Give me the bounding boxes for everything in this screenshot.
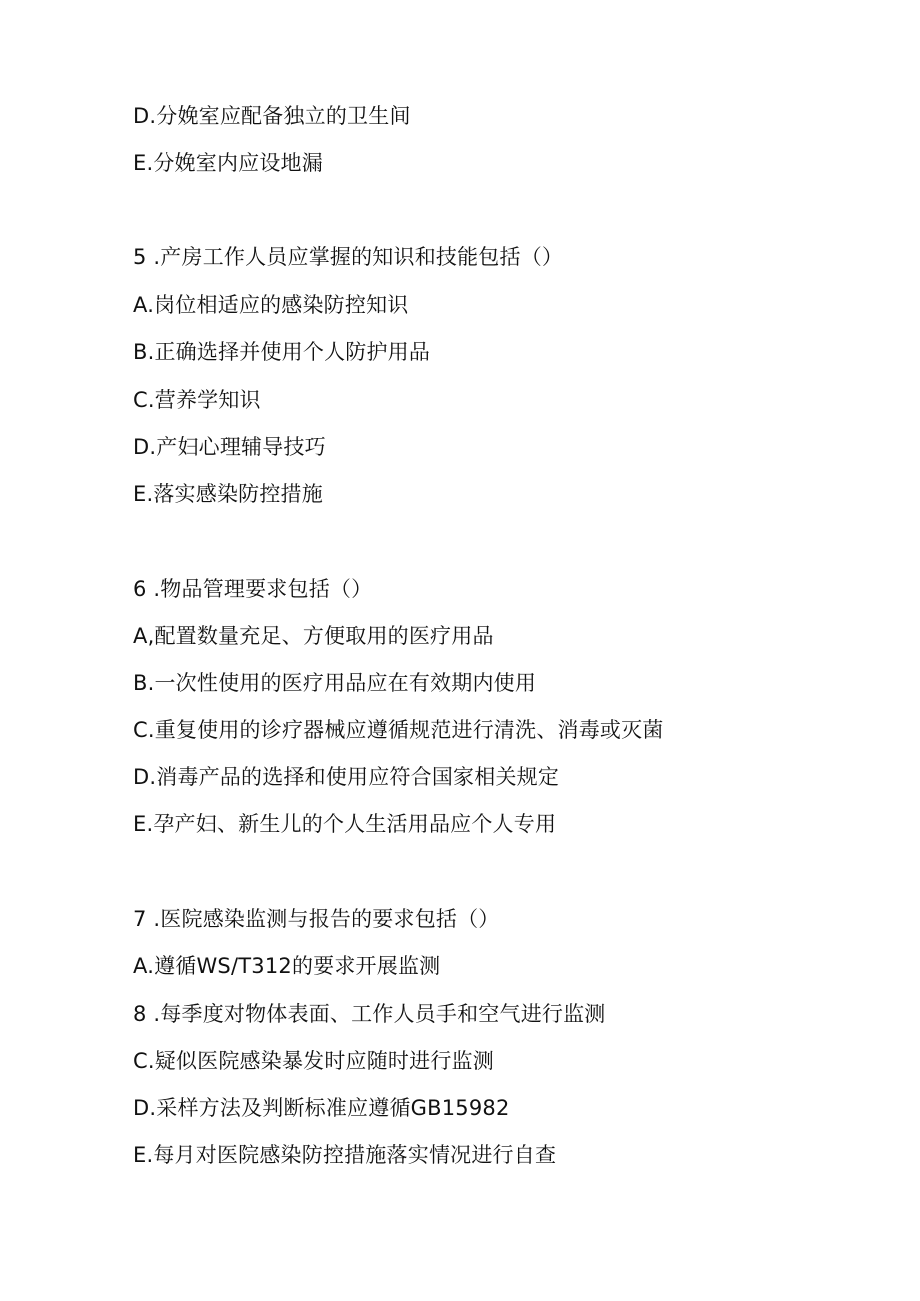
option-d-delivery-room-toilet: D.分娩室应配备独立的卫生间	[133, 104, 411, 128]
question-7-option-e: E.每月对医院感染防控措施落实情况进行自查	[133, 1143, 557, 1167]
question-5-option-b: B.正确选择并使用个人防护用品	[133, 340, 431, 364]
question-5-option-d: D.产妇心理辅导技巧	[133, 435, 326, 459]
question-5-option-c: C.营养学知识	[133, 388, 261, 412]
question-6-stem: 6 .物品管理要求包括（）	[133, 577, 373, 601]
question-5-option-e: E.落实感染防控措施	[133, 482, 323, 506]
question-7-option-a: A.遵循WS/T312的要求开展监测	[133, 954, 441, 978]
question-6-option-c: C.重复使用的诊疗器械应遵循规范进行清洗、消毒或灭菌	[133, 718, 664, 742]
question-7-option-b: 8 .每季度对物体表面、工作人员手和空气进行监测	[133, 1002, 606, 1026]
question-7-option-c: C.疑似医院感染暴发时应随时进行监测	[133, 1049, 494, 1073]
question-7-option-d: D.采样方法及判断标准应遵循GB15982	[133, 1096, 510, 1120]
option-e-floor-drain: E.分娩室内应设地漏	[133, 151, 323, 175]
question-6-option-e: E.孕产妇、新生儿的个人生活用品应个人专用	[133, 812, 557, 836]
question-6-option-b: B.一次性使用的医疗用品应在有效期内使用	[133, 671, 537, 695]
question-6-option-a: A,配置数量充足、方便取用的医疗用品	[133, 624, 494, 648]
question-7-stem: 7 .医院感染监测与报告的要求包括（）	[133, 907, 500, 931]
question-6-option-d: D.消毒产品的选择和使用应符合国家相关规定	[133, 765, 560, 789]
question-5-option-a: A.岗位相适应的感染防控知识	[133, 293, 409, 317]
question-5-stem: 5 .产房工作人员应掌握的知识和技能包括（）	[133, 245, 564, 269]
